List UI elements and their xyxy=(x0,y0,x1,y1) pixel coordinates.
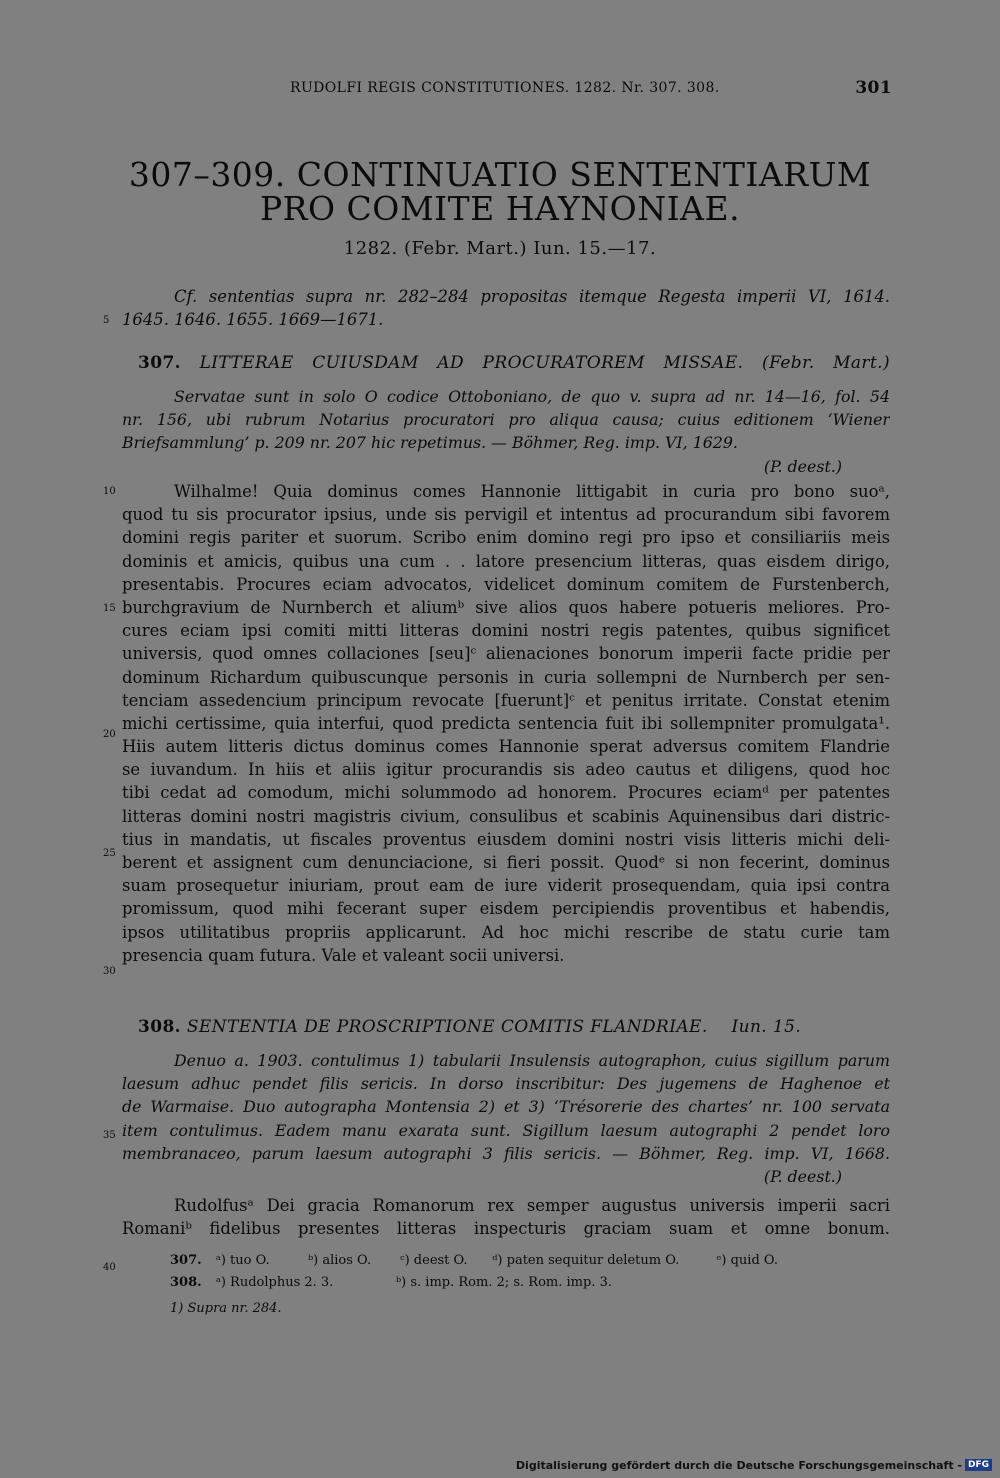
margin-number: 15 xyxy=(103,603,116,614)
intro-line: 1645. 1646. 1655. 1669—1671. xyxy=(122,310,384,330)
text-line: tibi cedat ad comodum, michi solummodo ad honorem. Procures eciamᵈ per patentes xyxy=(122,783,890,803)
text-line: michi certissime, quia interfui, quod predicta sentencia fuit ibi sollempniter promulgata¹. xyxy=(122,713,890,733)
margin-number: 20 xyxy=(103,729,116,740)
doc308-date: Iun. 15. xyxy=(731,1017,802,1037)
text-line: dominis et amicis, quibus una cum . . latore presencium litteras, quas eisdem dirigo, xyxy=(122,551,890,571)
main-title-line1: 307–309. CONTINUATIO SENTENTIARUM xyxy=(128,155,872,194)
text-line: universis, quod omnes collaciones [seu]ᶜ alienaciones bonorum imperii facte pridie per xyxy=(122,644,890,664)
source-right: (P. deest.) xyxy=(763,1166,842,1186)
margin-number: 10 xyxy=(103,486,116,497)
text-line: burchgravium de Nurnberch et aliumᵇ sive alios quos habere potueris meliores. Pro- xyxy=(122,597,890,617)
doc307-title: LITTERAE CUIUSDAM AD PROCURATOREM MISSAE. xyxy=(199,353,744,373)
margin-number: 25 xyxy=(103,848,116,859)
footnote-label: 307. xyxy=(170,1253,202,1268)
footnote-1: 1) Supra nr. 284. xyxy=(170,1301,282,1316)
source-line: laesum adhuc pendet filis sericis. In dorso inscribitur: Des jugemens de Haghenoe et xyxy=(122,1074,890,1094)
text-line: ipsos utilitatibus propriis applicarunt. Ad hoc michi rescribe de statu curie tam xyxy=(122,922,890,942)
source-line: membranaceo, parum laesum autographi 3 filis sericis. — Böhmer, Reg. imp. VI, 1668. xyxy=(122,1143,890,1163)
intro-line: Cf. sententias supra nr. 282–284 propositas itemque Regesta imperii VI, 1614. xyxy=(174,287,890,306)
text-line: Hiis autem litteris dictus dominus comes Hannonie sperat adversus comitem Flandrie xyxy=(122,737,890,757)
footnotes-308 xyxy=(170,1272,870,1294)
footnote: ᵃ) tuo O. xyxy=(215,1253,270,1268)
main-title xyxy=(0,155,1000,228)
intro-block xyxy=(122,285,890,331)
text-line: litteras domini nostri magistris civium, consulibus et scabinis Aquinensibus dari distric- xyxy=(122,806,890,826)
text-line: suam prosequetur iniuriam, prout eam de iure viderit prosequendam, quia ipsi contra xyxy=(122,876,890,896)
page-number: 301 xyxy=(855,78,892,98)
text-line: presentabis. Procures eciam advocatos, videlicet dominum comitem de Furstenberch, xyxy=(122,574,890,594)
footnote: ᵇ) alios O. xyxy=(307,1253,372,1268)
footnote: ᵃ) Rudolphus 2. 3. xyxy=(215,1275,334,1290)
margin-number: 35 xyxy=(103,1130,116,1141)
source-line: de Warmaise. Duo autographa Montensia 2) et 3) ‘Trésorerie des chartes’ nr. 100 servata xyxy=(122,1097,890,1117)
text-line: quod tu sis procurator ipsius, unde sis pervigil et intentus ad procurandum sibi favorem xyxy=(122,505,890,525)
margin-number: 30 xyxy=(103,966,116,977)
footnote-label: 308. xyxy=(170,1275,202,1290)
footnote: ᵈ) paten sequitur deletum O. xyxy=(492,1253,680,1268)
doc308-source xyxy=(122,1049,890,1188)
text-line: Romaniᵇ fidelibus presentes litteras inspecturis graciam suam et omne bonum. xyxy=(122,1219,890,1239)
doc308-number: 308. xyxy=(138,1017,182,1037)
funding-note xyxy=(516,1458,992,1472)
main-date: 1282. (Febr. Mart.) Iun. 15.—17. xyxy=(343,238,657,259)
text-line: Wilhalme! Quia dominus comes Hannonie littigabit in curia pro bono suoᵃ, xyxy=(174,482,890,501)
source-line: Briefsammlung’ p. 209 nr. 207 hic repetimus. — Böhmer, Reg. imp. VI, 1629. xyxy=(122,433,738,453)
source-line: Denuo a. 1903. contulimus 1) tabularii Insulensis autographon, cuius sigillum parum xyxy=(174,1051,890,1070)
dfg-logo: DFG xyxy=(965,1459,992,1471)
footnotes xyxy=(170,1250,870,1320)
footnotes-307 xyxy=(170,1250,870,1272)
text-line: domini regis pariter et suorum. Scribo enim domino regi pro ipso et consiliariis meis xyxy=(122,528,890,548)
doc308-heading xyxy=(122,1016,890,1039)
text-line: Rudolfusᵃ Dei gracia Romanorum rex semper augustus universis imperii sacri xyxy=(174,1196,890,1215)
source-right: (P. deest.) xyxy=(763,456,842,476)
footnote: ᵇ) s. imp. Rom. 2; s. Rom. imp. 3. xyxy=(395,1275,612,1290)
source-line: nr. 156, ubi rubrum Notarius procuratori pro aliqua causa; cuius editionem ‘Wiener xyxy=(122,410,890,430)
doc307-text xyxy=(122,480,890,967)
source-line: item contulimus. Eadem manu exarata sunt. Sigillum laesum autographi 2 pendet loro xyxy=(122,1120,890,1140)
doc307-heading xyxy=(122,352,890,375)
margin-number: 5 xyxy=(103,315,110,326)
text-line: berent et assignent cum denunciacione, si fieri possit. Quodᵉ si non fecerint, dominus xyxy=(122,853,890,872)
doc307-number: 307. xyxy=(138,353,182,373)
doc307-source xyxy=(122,385,890,478)
text-line: dominum Richardum quibuscunque personis in curia sollempni de Nurnberch per sen- xyxy=(122,667,890,687)
funding-text: Digitalisierung gefördert durch die Deutsche Forschungsgemeinschaft - xyxy=(515,1458,962,1472)
text-line: tenciam assedencium principum revocate [fuerunt]ᶜ et penitus irritate. Constat etenim xyxy=(122,690,890,710)
footnote: ᵉ) quid O. xyxy=(716,1253,778,1268)
source-line: Servatae sunt in solo O codice Ottoboniano, de quo v. supra ad nr. 14—16, fol. 54 xyxy=(174,387,890,406)
doc308-title: SENTENTIA DE PROSCRIPTIONE COMITIS FLANDRIAE. xyxy=(186,1017,708,1037)
running-head-title: RUDOLFI REGIS CONSTITUTIONES. 1282. Nr. 307. 308. xyxy=(290,80,720,96)
text-line: presencia quam futura. Vale et valeant socii universi. xyxy=(122,945,565,965)
text-line: promissum, quod mihi fecerant super eisdem percipiendis proventibus et habendis, xyxy=(122,899,890,919)
text-line: cures eciam ipsi comiti mitti litteras domini nostri regis patentes, quibus significet xyxy=(122,621,890,641)
doc307-date: (Febr. Mart.) xyxy=(762,353,890,373)
text-line: tius in mandatis, ut fiscales proventus eiusdem domini nostri visis litteris michi deli- xyxy=(122,829,890,849)
doc308-text xyxy=(122,1194,890,1240)
margin-number: 40 xyxy=(103,1262,116,1273)
footnote: ᶜ) deest O. xyxy=(400,1253,468,1268)
text-line: se iuvandum. In hiis et aliis igitur procurandis sis adeo cautus et diligens, quod hoc xyxy=(122,760,890,780)
main-title-line2: PRO COMITE HAYNONIAE. xyxy=(259,189,741,228)
